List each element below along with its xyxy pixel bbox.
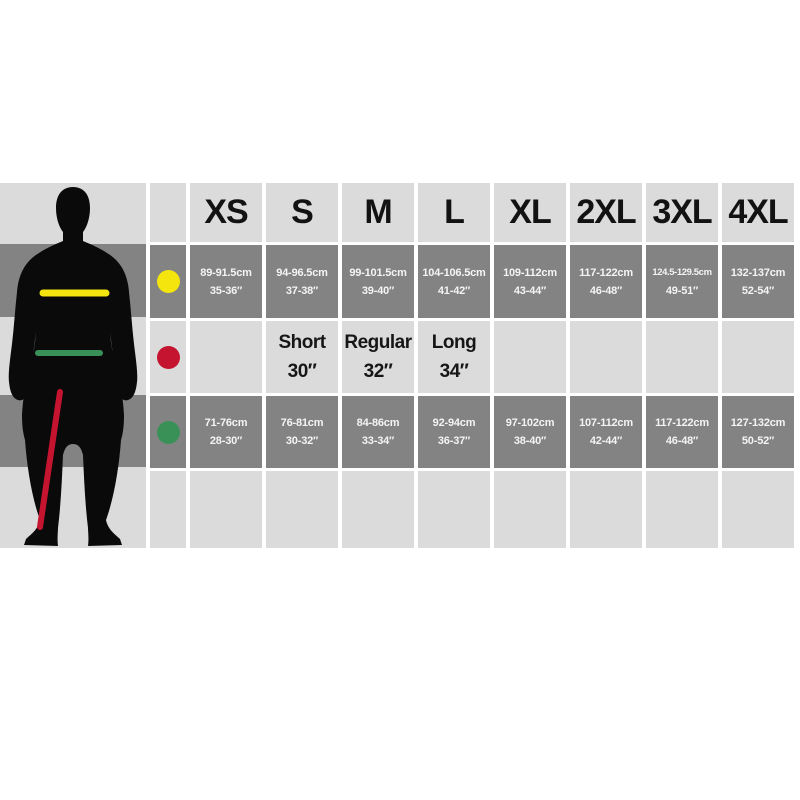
chest-value-cell-l: 104-106.5cm 41-42″ xyxy=(418,245,490,318)
inside-leg-marker-cell xyxy=(150,321,186,393)
empty-cell xyxy=(722,471,794,548)
empty-cell xyxy=(646,471,718,548)
inside-leg-value-cell-s: Short 30″ xyxy=(266,321,338,393)
chest-value-cell-m: 99-101.5cm 39-40″ xyxy=(342,245,414,318)
waist-value-cell-4xl: 127-132cm 50-52″ xyxy=(722,396,794,468)
chest-marker-dot xyxy=(157,270,180,293)
empty-cell xyxy=(342,471,414,548)
waist-value-cell-xl: 97-102cm 38-40″ xyxy=(494,396,566,468)
waist-marker-dot xyxy=(157,421,180,444)
chest-value-cell-xl: 109-112cm 43-44″ xyxy=(494,245,566,318)
waist-value-cell-s: 76-81cm 30-32″ xyxy=(266,396,338,468)
inside-leg-value-cell-3xl xyxy=(646,321,718,393)
size-column-header-s: S xyxy=(266,183,338,242)
male-figure-silhouette xyxy=(0,183,146,548)
inside-leg-marker-dot xyxy=(157,346,180,369)
empty-cell xyxy=(494,471,566,548)
size-chart-table xyxy=(0,183,794,548)
empty-cell xyxy=(570,471,642,548)
size-column-header-xl: XL xyxy=(494,183,566,242)
inside-leg-value-cell-4xl xyxy=(722,321,794,393)
waist-value-cell-l: 92-94cm 36-37″ xyxy=(418,396,490,468)
empty-cell xyxy=(266,471,338,548)
chest-value-cell-3xl: 124.5-129.5cm 49-51″ xyxy=(646,245,718,318)
chest-value-cell-s: 94-96.5cm 37-38″ xyxy=(266,245,338,318)
chest-marker-cell xyxy=(150,245,186,318)
empty-cell xyxy=(150,471,186,548)
size-column-header-l: L xyxy=(418,183,490,242)
inside-leg-value-cell-xl xyxy=(494,321,566,393)
marker-column-header xyxy=(150,183,186,242)
inside-leg-value-cell-l: Long 34″ xyxy=(418,321,490,393)
inside-leg-value-cell-xs xyxy=(190,321,262,393)
inside-leg-value-cell-m: Regular 32″ xyxy=(342,321,414,393)
chest-value-cell-2xl: 117-122cm 46-48″ xyxy=(570,245,642,318)
empty-cell xyxy=(190,471,262,548)
size-column-header-4xl: 4XL xyxy=(722,183,794,242)
size-column-header-2xl: 2XL xyxy=(570,183,642,242)
body-silhouette xyxy=(9,187,138,546)
empty-cell xyxy=(418,471,490,548)
waist-value-cell-3xl: 117-122cm 46-48″ xyxy=(646,396,718,468)
figure-column xyxy=(0,183,146,548)
chest-value-cell-4xl: 132-137cm 52-54″ xyxy=(722,245,794,318)
waist-value-cell-m: 84-86cm 33-34″ xyxy=(342,396,414,468)
chest-value-cell-xs: 89-91.5cm 35-36″ xyxy=(190,245,262,318)
waist-marker-cell xyxy=(150,396,186,468)
waist-value-cell-xs: 71-76cm 28-30″ xyxy=(190,396,262,468)
inside-leg-value-cell-2xl xyxy=(570,321,642,393)
size-column-header-3xl: 3XL xyxy=(646,183,718,242)
waist-value-cell-2xl: 107-112cm 42-44″ xyxy=(570,396,642,468)
size-column-header-xs: XS xyxy=(190,183,262,242)
size-column-header-m: M xyxy=(342,183,414,242)
